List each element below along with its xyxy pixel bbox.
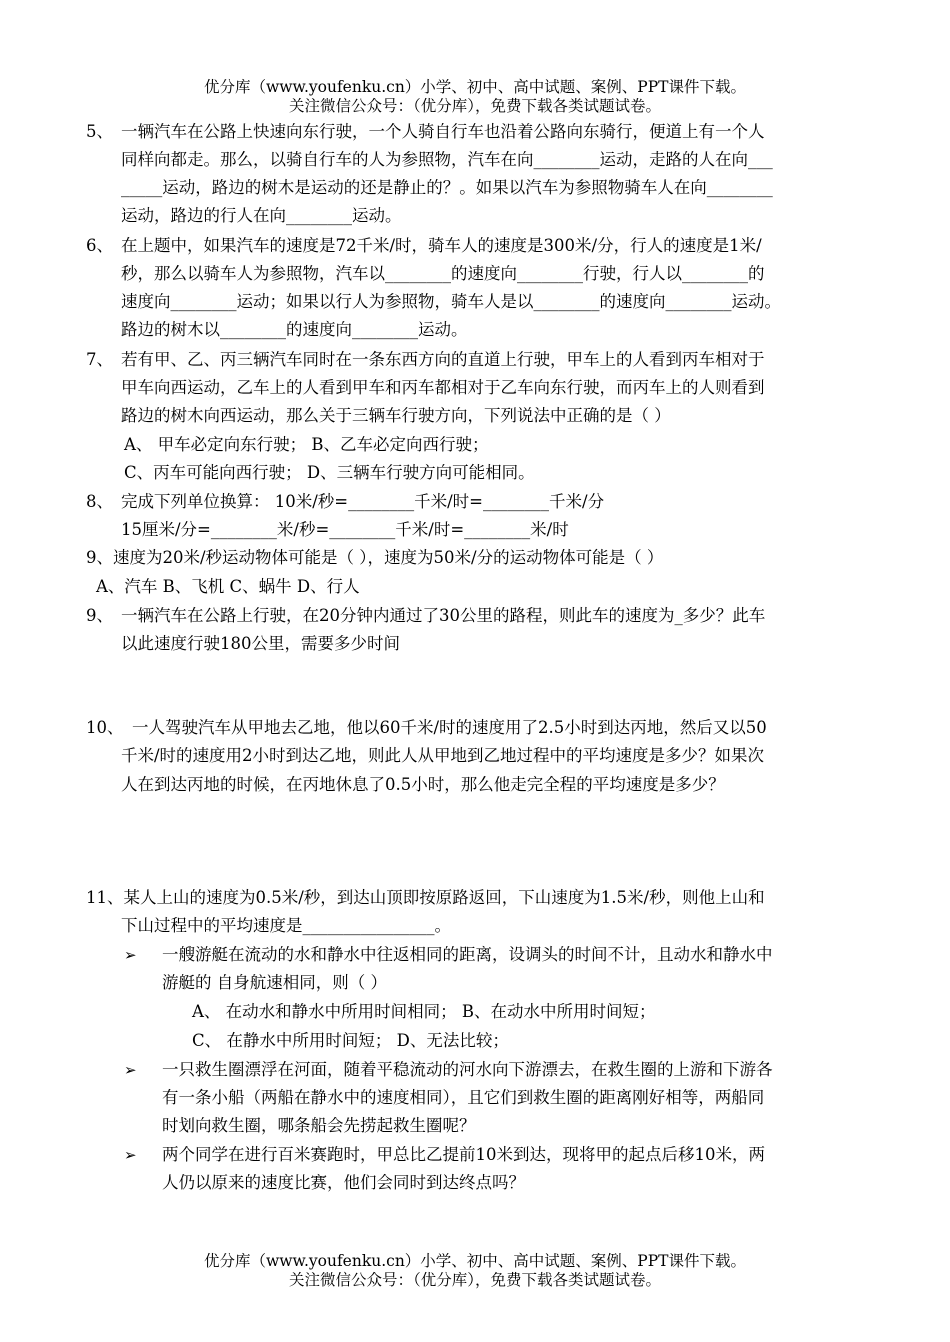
question-text-line: 下山过程中的平均速度是________________。 — [121, 916, 451, 935]
answer-options: A、 在动水和静水中所用时间相同； B、在动水中所用时间短； — [192, 1002, 656, 1021]
arrow-bullet-icon: ➢ — [124, 1061, 137, 1079]
question-text-line: 11、某人上山的速度为0.5米/秒，到达山顶即按原路返回，下山速度为1.5米/秒，则他上山和 — [86, 888, 765, 907]
arrow-bullet-icon: ➢ — [124, 946, 137, 964]
question-text-line: 一人驾驶汽车从甲地去乙地，他以60千米/时的速度用了2.5小时到达丙地，然后又以50 — [132, 718, 767, 737]
question-text-line: 一辆汽车在公路上行驶，在20分钟内通过了30公里的路程，则此车的速度为_多少？此车 — [121, 606, 766, 625]
question-text-line: 同样向都走。那么，以骑自行车的人为参照物，汽车在向________运动，走路的人在向___ — [121, 150, 773, 169]
question-text-line: _____运动，路边的树木是运动的还是静止的？。如果以汽车为参照物骑车人在向________ — [121, 178, 773, 197]
footer-line-1: 优分库（www.youfenku.cn）小学、初中、高中试题、案例、PPT课件下载。 — [203, 1252, 747, 1270]
header-line-2: 关注微信公众号：（优分库），免费下载各类试题试卷。 — [288, 97, 661, 115]
question-text-line: 两个同学在进行百米赛跑时，甲总比乙提前10米到达，现将甲的起点后移10米，两 — [162, 1145, 765, 1164]
question-text-line: 完成下列单位换算： 10米/秒=________千米/时=________千米/分 — [121, 492, 605, 511]
question-text-line: 一艘游艇在流动的水和静水中往返相同的距离，设调头的时间不计，且动水和静水中 — [162, 945, 773, 964]
question-text-line: 人在到达丙地的时候，在丙地休息了0.5小时，那么他走完全程的平均速度是多少？ — [121, 775, 725, 794]
question-text-line: 运动，路边的行人在向________运动。 — [121, 206, 402, 225]
question-number: 9、 — [86, 606, 113, 625]
answer-options: C、 在静水中所用时间短； D、无法比较； — [192, 1031, 509, 1050]
footer-line-2: 关注微信公众号：（优分库），免费下载各类试题试卷。 — [288, 1271, 661, 1289]
question-text-line: 速度向________运动；如果以行人为参照物，骑车人是以________的速度向________运动。 — [121, 292, 781, 311]
question-number: 8、 — [86, 492, 113, 511]
question-text-line: 甲车向西运动，乙车上的人看到甲车和丙车都相对于乙车向东行驶，而丙车上的人则看到 — [121, 378, 765, 397]
question-text-line: 秒，那么以骑车人为参照物，汽车以________的速度向________行驶，行人以________的 — [121, 264, 765, 283]
question-number: 6、 — [86, 236, 113, 255]
question-text-line: 以此速度行驶180公里，需要多少时间 — [121, 634, 400, 653]
question-number: 7、 — [86, 350, 113, 369]
header-line-1: 优分库（www.youfenku.cn）小学、初中、高中试题、案例、PPT课件下载。 — [203, 78, 747, 96]
question-text-line: 在上题中，如果汽车的速度是72千米/时，骑车人的速度是300米/分，行人的速度是1米/ — [121, 236, 762, 255]
question-text-line: 若有甲、乙、丙三辆汽车同时在一条东西方向的直道上行驶，甲车上的人看到丙车相对于 — [121, 350, 765, 369]
arrow-bullet-icon: ➢ — [124, 1146, 137, 1164]
question-text-line: 人仍以原来的速度比赛，他们会同时到达终点吗？ — [162, 1173, 525, 1192]
question-text-line: 路边的树木向西运动，那么关于三辆车行驶方向，下列说法中正确的是（ ） — [121, 406, 671, 425]
question-text-line: 9、速度为20米/秒运动物体可能是（ ），速度为50米/分的运动物体可能是（ ） — [86, 548, 664, 567]
question-text-line: 一辆汽车在公路上快速向东行驶，一个人骑自行车也沿着公路向东骑行，便道上有一个人 — [121, 122, 765, 141]
question-text-line: 一只救生圈漂浮在河面，随着平稳流动的河水向下游漂去，在救生圈的上游和下游各 — [162, 1060, 773, 1079]
answer-options: A、汽车 B、飞机 C、蜗牛 D、行人 — [96, 577, 360, 596]
question-number: 10、 — [86, 718, 124, 737]
question-text-line: 时划向救生圈，哪条船会先捞起救生圈呢？ — [162, 1116, 476, 1135]
page-footer — [0, 1252, 950, 1290]
question-text-line: 15厘米/分=________米/秒=________千米/时=________米/时 — [121, 520, 569, 539]
answer-options: A、 甲车必定向东行驶； B、乙车必定向西行驶； — [124, 435, 489, 454]
question-text-line: 千米/时的速度用2小时到达乙地，则此人从甲地到乙地过程中的平均速度是多少？如果次 — [121, 746, 765, 765]
question-text-line: 游艇的 自身航速相同，则（ ） — [162, 973, 387, 992]
question-number: 5、 — [86, 122, 113, 141]
page-header — [0, 78, 950, 116]
question-text-line: 有一条小船（两船在静水中的速度相同），且它们到救生圈的距离刚好相等，两船同 — [162, 1088, 765, 1107]
question-text-line: 路边的树木以________的速度向________运动。 — [121, 320, 468, 339]
answer-options: C、丙车可能向西行驶； D、三辆车行驶方向可能相同。 — [124, 463, 535, 482]
